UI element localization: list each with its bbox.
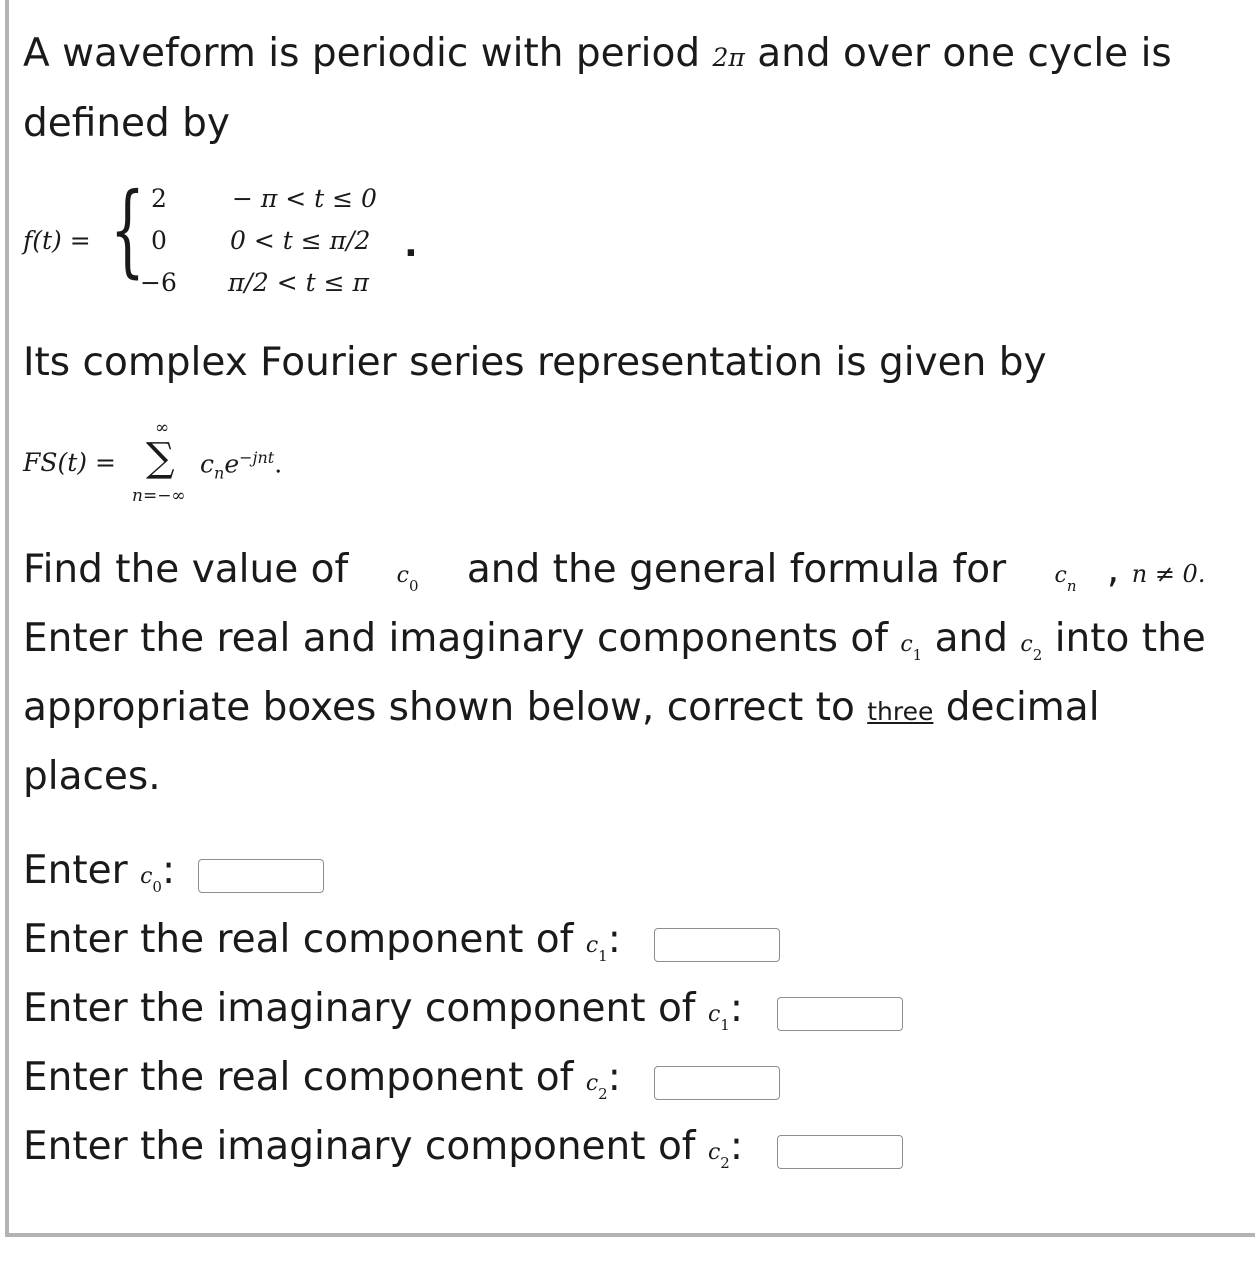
task-line-2: Enter the real and imaginary components of $c_1$ and $c_2$ into the (23, 616, 1206, 664)
series-term: $c_ne^{-jnt}$. (200, 448, 283, 483)
three-link[interactable]: three (867, 697, 934, 726)
c1-imag-input[interactable] (777, 997, 903, 1031)
piecewise-lhs: f(t) = (23, 226, 91, 255)
sum-symbol: ∑ (146, 435, 175, 481)
task-line-4: places. (23, 754, 161, 799)
c2-real-input[interactable] (654, 1066, 780, 1100)
case-condition-3: π/2 < t ≤ π (228, 268, 369, 297)
field-label-c2-imag: Enter the imaginary component of $c_2$: (23, 1124, 743, 1172)
piecewise-period: . (404, 224, 418, 265)
task-line-3: appropriate boxes shown below, correct to three decimal (23, 685, 1100, 730)
field-label-c2-real: Enter the real component of $c_2$: (23, 1055, 621, 1103)
c1-real-input[interactable] (654, 928, 780, 962)
c2-imag-input[interactable] (777, 1135, 903, 1169)
period-symbol: 2π (712, 43, 745, 72)
intro-line-1 (23, 28, 1172, 84)
case-value-2: 0 (151, 226, 167, 255)
intro-text: A waveform is periodic with period (23, 31, 701, 76)
left-brace: { (110, 171, 145, 288)
case-condition-1: − π < t ≤ 0 (232, 184, 377, 213)
case-value-1: 2 (151, 184, 167, 213)
case-value-3: −6 (140, 268, 177, 297)
intro-line-2: defined by (23, 101, 231, 146)
sum-upper-limit: ∞ (155, 418, 170, 438)
series-lhs: FS(t) = (23, 448, 116, 477)
series-intro: Its complex Fourier series representation is given by (23, 340, 1047, 385)
task-line-1: Find the value of $c_0$ and the general formula for $c_n$ , n ≠ 0. (23, 547, 1206, 595)
sum-lower-limit: n=−∞ (132, 486, 186, 506)
field-label-c1-imag: Enter the imaginary component of $c_1$: (23, 986, 743, 1034)
field-label-c1-real: Enter the real component of $c_1$: (23, 917, 621, 965)
case-condition-2: 0 < t ≤ π/2 (230, 226, 371, 255)
intro-text-after: and over one cycle is (757, 31, 1172, 76)
field-label-c0: Enter $c_0$: (23, 848, 176, 896)
c0-input[interactable] (198, 859, 324, 893)
